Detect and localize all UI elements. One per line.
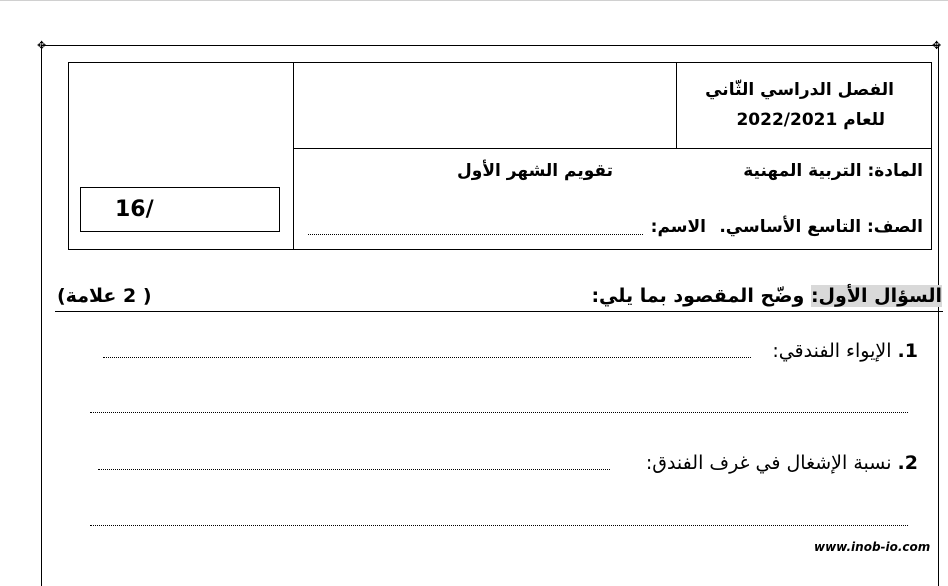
exam-title: تقويم الشهر الأول (457, 161, 613, 181)
item-2-answer-line-1[interactable] (98, 469, 610, 470)
header-divider-horizontal (293, 148, 932, 149)
top-edge-line (0, 0, 948, 1)
item-2-text: نسبة الإشغال في غرف الفندق: (645, 452, 892, 474)
semester-label: الفصل الدراسي الثّاني (705, 80, 894, 100)
question1-marks: ( 2 علامة) (57, 285, 152, 307)
item-2-number: 2. (897, 452, 918, 474)
item-1-answer-line-1[interactable] (103, 357, 751, 358)
item-1 (772, 340, 918, 362)
name-label: الاسم: (650, 217, 706, 237)
name-field-dots[interactable] (308, 234, 643, 235)
header-divider-left (293, 62, 294, 250)
question1-instruction: وضّح المقصود بما يلي: (591, 285, 805, 307)
year-label: للعام 2022/2021 (736, 110, 885, 130)
item-1-text: الإيواء الفندقي: (772, 340, 892, 362)
item-1-answer-line-2[interactable] (90, 412, 908, 413)
score-box (80, 187, 280, 232)
corner-mark-left: ✥ (37, 39, 47, 52)
question1-header (591, 285, 942, 307)
header-divider-right (676, 62, 677, 149)
corner-mark-right: ✥ (932, 39, 942, 52)
item-2 (646, 452, 918, 474)
item-1-number: 1. (897, 340, 918, 362)
subject-label: المادة: التربية المهنية (743, 161, 923, 181)
grade-label: الصف: التاسع الأساسي. (719, 217, 923, 237)
score-value: 16/ (115, 197, 154, 222)
item-2-answer-line-2[interactable] (90, 525, 908, 526)
footer-url[interactable]: www.inob-io.com (814, 540, 931, 554)
question1-title: السؤال الأول: (810, 285, 942, 307)
question1-underline (55, 311, 943, 312)
